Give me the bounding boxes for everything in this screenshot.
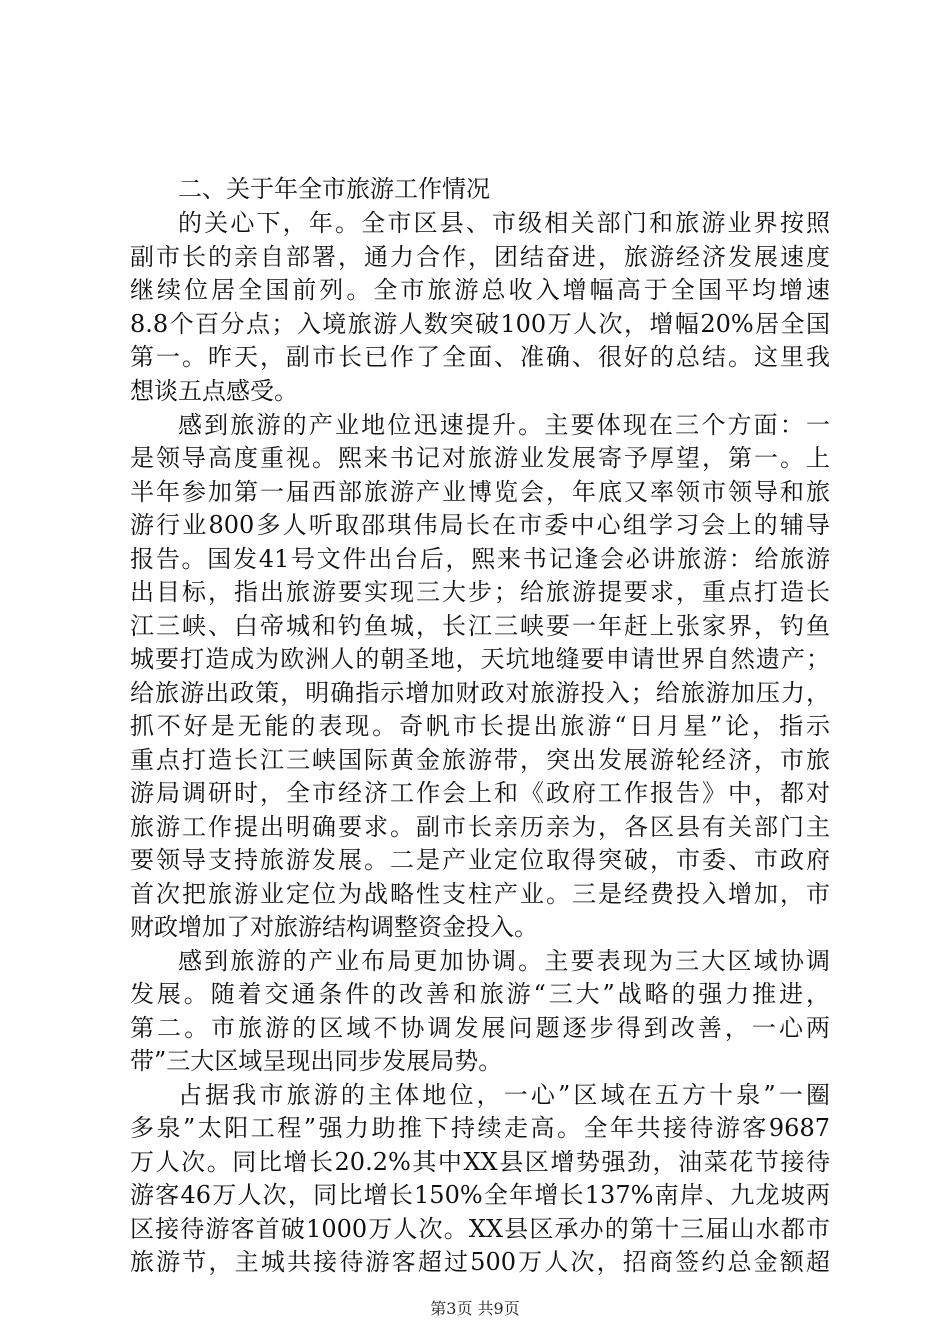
section-heading: 二、关于年全市旅游工作情况 <box>178 175 490 203</box>
paragraph-line: 给旅游出政策，明确指示增加财政对旅游投入；给旅游加压力， <box>130 679 830 707</box>
paragraph-line: 带”三大区域呈现出同步发展局势。 <box>130 1047 503 1075</box>
paragraph-line: 区接待游客首破1000万人次。XX县区承办的第十三届山水都市 <box>130 1215 830 1243</box>
page-footer: 第3页 共9页 <box>430 1299 520 1318</box>
paragraph-line: 万人次。同比增长20.2%其中XX县区增势强劲，油菜花节接待 <box>130 1148 830 1176</box>
paragraph-line: 多泉”太阳工程”强力助推下持续走高。全年共接待游客9687 <box>130 1114 830 1142</box>
paragraph-line: 游行业800多人听取邵琪伟局长在市委中心组学习会上的辅导 <box>130 511 830 539</box>
paragraph-line: 城要打造成为欧洲人的朝圣地，天坑地缝要申请世界自然遗产； <box>130 645 830 673</box>
paragraph-line: 的关心下，年。全市区县、市级相关部门和旅游业界按照 <box>178 209 830 237</box>
paragraph-line: 继续位居全国前列。全市旅游总收入增幅高于全国平均增速 <box>130 276 830 304</box>
paragraph-line: 占据我市旅游的主体地位，一心”区域在五方十泉”一圈 <box>178 1081 830 1109</box>
paragraph-line: 江三峡、白帝城和钓鱼城，长江三峡要一年赶上张家界，钓鱼 <box>130 612 830 640</box>
paragraph-line: 感到旅游的产业地位迅速提升。主要体现在三个方面：一 <box>178 411 830 439</box>
paragraph-line: 首次把旅游业定位为战略性支柱产业。三是经费投入增加，市 <box>130 880 830 908</box>
paragraph-line: 报告。国发41号文件出台后，熙来书记逢会必讲旅游：给旅游 <box>130 545 830 573</box>
paragraph-line: 旅游工作提出明确要求。副市长亲历亲为，各区县有关部门主 <box>130 813 830 841</box>
paragraph-line: 想谈五点感受。 <box>130 377 298 405</box>
paragraph-line: 第一。昨天，副市长已作了全面、准确、很好的总结。这里我 <box>130 343 830 371</box>
paragraph-line: 游局调研时，全市经济工作会上和《政府工作报告》中，都对 <box>130 779 830 807</box>
paragraph-line: 财政增加了对旅游结构调整资金投入。 <box>130 913 538 941</box>
paragraph-line: 游客46万人次，同比增长150%全年增长137%南岸、九龙坡两 <box>130 1181 830 1209</box>
paragraph-line: 出目标，指出旅游要实现三大步；给旅游提要求，重点打造长 <box>130 578 830 606</box>
paragraph-line: 要领导支持旅游发展。二是产业定位取得突破，市委、市政府 <box>130 846 830 874</box>
paragraph-line: 旅游节，主城共接待游客超过500万人次，招商签约总金额超 <box>130 1248 830 1276</box>
paragraph-line: 副市长的亲自部署，通力合作，团结奋进，旅游经济发展速度 <box>130 243 830 271</box>
paragraph-line: 是领导高度重视。熙来书记对旅游业发展寄予厚望，第一。上 <box>130 444 830 472</box>
paragraph-line: 8.8个百分点；入境旅游人数突破100万人次，增幅20%居全国 <box>130 310 830 338</box>
paragraph-line: 抓不好是无能的表现。奇帆市长提出旅游“日月星”论，指示 <box>130 712 830 740</box>
paragraph-line: 半年参加第一届西部旅游产业博览会，年底又率领市领导和旅 <box>130 478 830 506</box>
paragraph-line: 重点打造长江三峡国际黄金旅游带，突出发展游轮经济，市旅 <box>130 746 830 774</box>
paragraph-line: 第二。市旅游的区域不协调发展问题逐步得到改善，一心两 <box>130 1014 830 1042</box>
paragraph-line: 发展。随着交通条件的改善和旅游“三大”战略的强力推进， <box>130 980 830 1008</box>
paragraph-line: 感到旅游的产业布局更加协调。主要表现为三大区域协调 <box>178 947 830 975</box>
